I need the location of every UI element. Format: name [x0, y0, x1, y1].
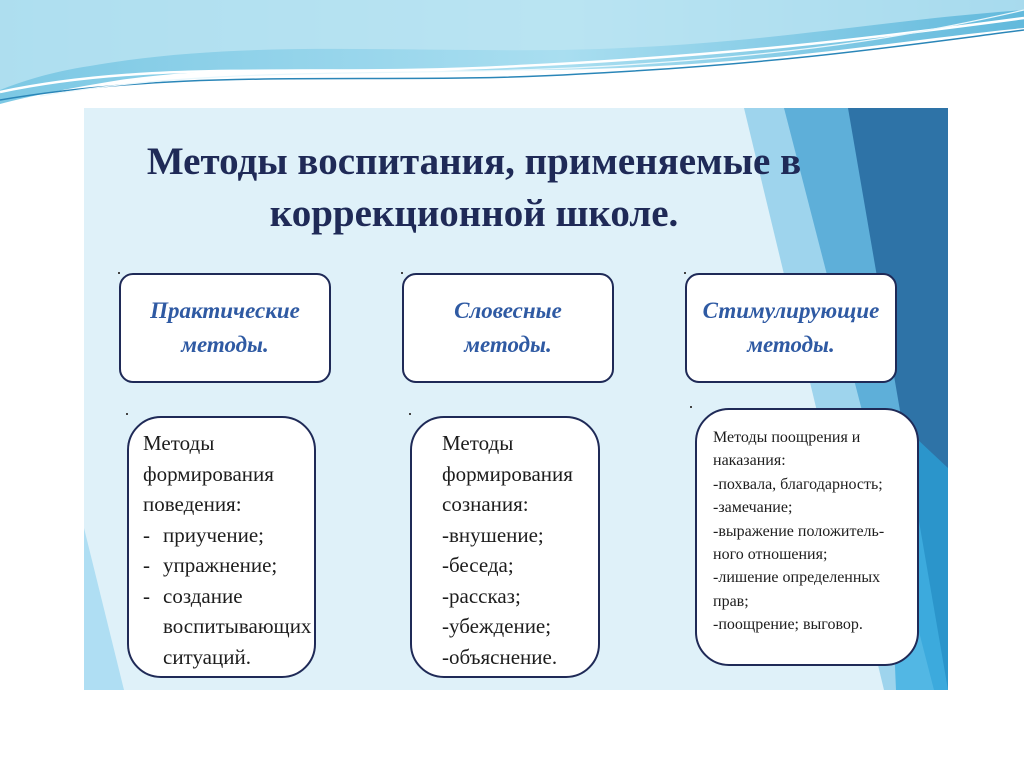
practical-methods-details: Методы формирования поведения: - приучение; - упражнение; - создание воспитывающих ситуаций.	[127, 416, 316, 678]
verbal-methods-details: Методы формирования сознания: -внушение; -беседа; -рассказ; -убеждение; -объяснение.	[410, 416, 600, 678]
marker-dot	[118, 272, 120, 274]
decorative-waves	[0, 0, 1024, 110]
marker-dot	[684, 272, 686, 274]
page-title: Методы воспитания, применяемые в коррекционной школе.	[146, 140, 802, 235]
slide	[84, 108, 948, 690]
verbal-methods-heading: Словесные методы.	[402, 273, 614, 383]
list-item: - создание	[143, 583, 243, 608]
marker-dot	[401, 272, 403, 274]
marker-dot	[409, 413, 411, 415]
list-item: - приучение;	[143, 522, 264, 547]
practical-methods-heading: Практические методы.	[119, 273, 331, 383]
stimulating-methods-heading: Стимулирующие методы.	[685, 273, 897, 383]
marker-dot	[690, 406, 692, 408]
marker-dot	[126, 413, 128, 415]
list-item: - упражнение;	[143, 553, 278, 577]
stimulating-methods-details: Методы поощрения и наказания: -похвала, благодарность; -замечание; -выражение положитель- ного отношения; -лишение определенных прав; -поощрение; выговор.	[695, 408, 919, 666]
